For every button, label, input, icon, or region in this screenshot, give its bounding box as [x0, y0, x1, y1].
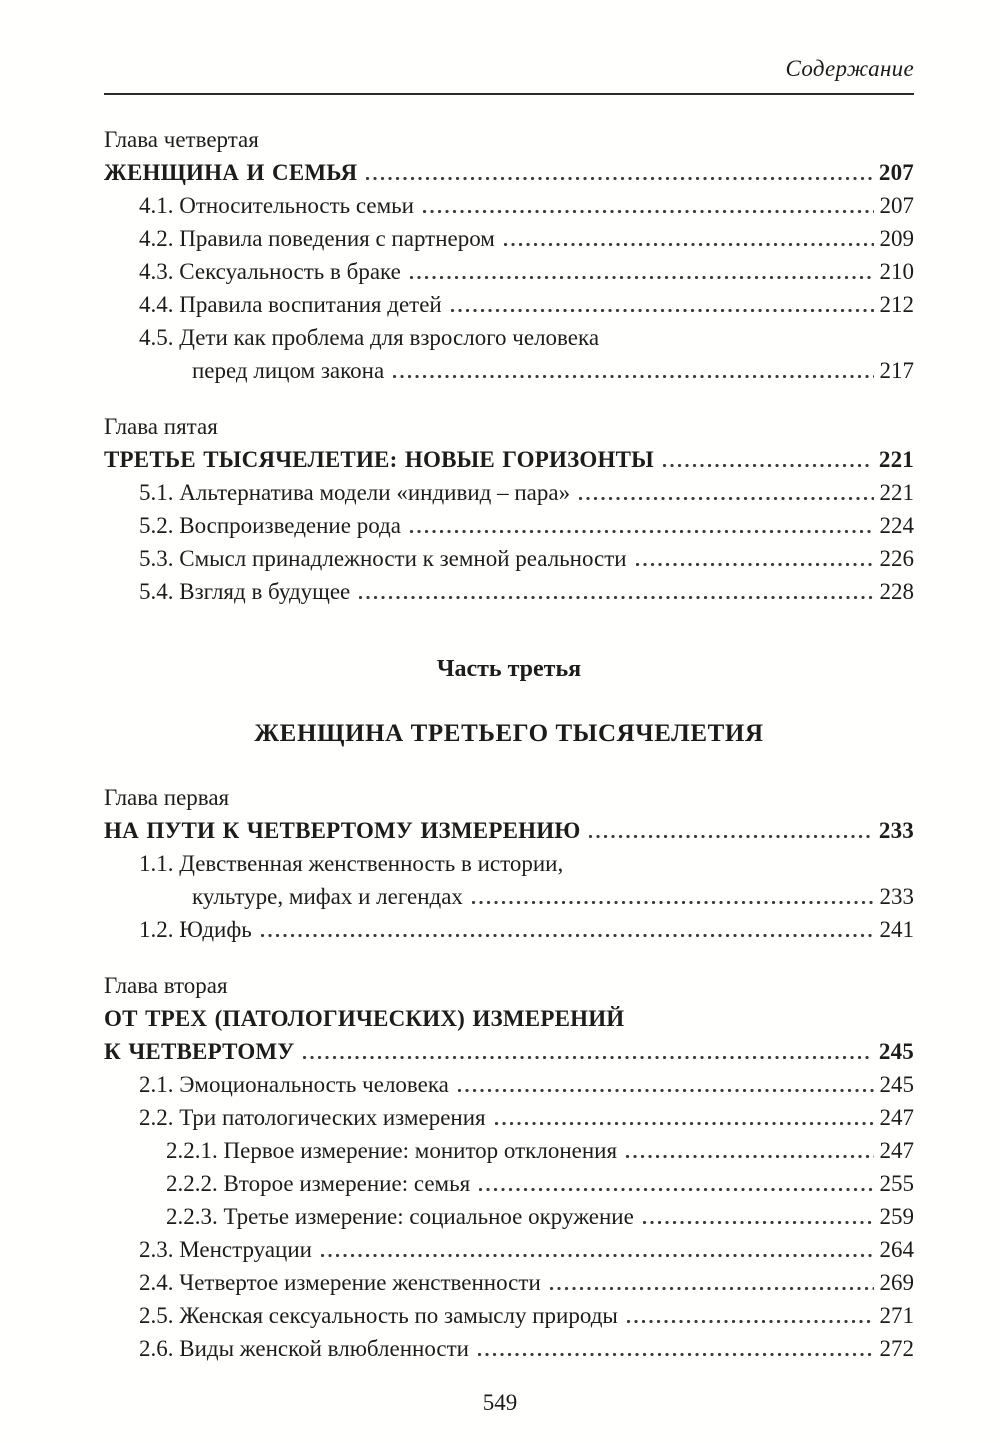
dot-leader: [661, 443, 875, 476]
dot-leader: [502, 222, 876, 255]
dot-leader: [587, 814, 874, 847]
page-ref: 233: [879, 884, 914, 909]
page-ref: 233: [878, 818, 914, 843]
page-ref: 245: [878, 1039, 914, 1064]
toc-entry-text: 5.3. Смысл принадлежности к земной реальности: [139, 546, 627, 571]
chapter-section: [104, 781, 914, 946]
page-ref: 224: [879, 513, 914, 538]
chapter-title-text: ТРЕТЬЕ ТЫСЯЧЕЛЕТИЕ: НОВЫЕ ГОРИЗОНТЫ: [104, 447, 654, 472]
toc-entry: [104, 222, 914, 255]
chapter-title: [104, 1002, 914, 1035]
toc-entry-text: 2.2.1. Первое измерение: монитор отклонения: [166, 1138, 618, 1163]
dot-leader: [476, 1332, 876, 1365]
chapter-title-text: ЖЕНЩИНА И СЕМЬЯ: [104, 160, 358, 185]
toc-entry-text: 2.2.2. Второе измерение: семья: [166, 1171, 471, 1196]
toc-entry: [104, 321, 914, 354]
toc-header-title: Содержание: [785, 56, 914, 81]
dot-leader: [548, 1266, 876, 1299]
toc-entry-text: 4.3. Сексуальность в браке: [139, 259, 401, 284]
page-ref: 241: [879, 917, 914, 942]
chapter-label: Глава первая: [104, 785, 230, 810]
toc-entry-text: 5.1. Альтернатива модели «индивид – пара»: [139, 480, 571, 505]
toc-entry-text: 4.1. Относительность семьи: [139, 193, 414, 218]
chapter-section: [104, 410, 914, 608]
chapter-title: [104, 156, 914, 189]
toc-entry-text: 4.4. Правила воспитания детей: [139, 292, 442, 317]
toc-entry: [104, 476, 914, 509]
page-ref: 272: [879, 1336, 914, 1361]
page-ref: 247: [879, 1105, 914, 1130]
toc-entry: [104, 1101, 914, 1134]
page-ref: 255: [879, 1171, 914, 1196]
toc-entry: [104, 1266, 914, 1299]
page-ref: 228: [879, 579, 914, 604]
page-ref: 245: [879, 1072, 914, 1097]
dot-leader: [624, 1134, 875, 1167]
toc-entry-text: 2.1. Эмоциональность человека: [139, 1072, 449, 1097]
dot-leader: [493, 1101, 876, 1134]
toc-entry: [104, 1233, 914, 1266]
dot-leader: [625, 1299, 876, 1332]
dot-leader: [456, 1068, 876, 1101]
chapter-title-text: К ЧЕТВЕРТОМУ: [104, 1039, 295, 1064]
toc-entry: [104, 542, 914, 575]
toc-entry: [104, 509, 914, 542]
part-heading: [104, 653, 914, 750]
toc-entry-text: 2.6. Виды женской влюбленности: [139, 1336, 469, 1361]
toc-entry-text: культуре, мифах и легендах: [192, 884, 463, 909]
dot-leader: [357, 575, 875, 608]
toc-entry: [104, 1200, 914, 1233]
page-ref: 259: [879, 1204, 914, 1229]
dot-leader: [408, 255, 876, 288]
dot-leader: [364, 156, 875, 189]
toc-entry-text: 2.3. Менструации: [139, 1237, 312, 1262]
toc-entry: [104, 1068, 914, 1101]
part-title: ЖЕНЩИНА ТРЕТЬЕГО ТЫСЯЧЕЛЕТИЯ: [254, 720, 764, 747]
page-ref: 207: [879, 193, 914, 218]
dot-leader: [391, 354, 875, 387]
toc-entry: [104, 1299, 914, 1332]
toc-entry: [104, 288, 914, 321]
toc-entry-text: 2.5. Женская сексуальность по замыслу природы: [139, 1303, 618, 1328]
toc-entry-text: 5.2. Воспроизведение рода: [139, 513, 401, 538]
dot-leader: [301, 1035, 874, 1068]
dot-leader: [319, 1233, 876, 1266]
toc-entry: [104, 847, 914, 880]
dot-leader: [449, 288, 876, 321]
toc-entry-text: 5.4. Взгляд в будущее: [139, 579, 351, 604]
toc-entry: [104, 575, 914, 608]
chapter-section: [104, 123, 914, 387]
toc: [104, 123, 914, 1365]
dot-leader: [408, 509, 876, 542]
chapter-label: Глава четвертая: [104, 127, 259, 152]
page-ref: 207: [878, 160, 914, 185]
dot-leader: [259, 913, 876, 946]
chapter-title: [104, 1035, 914, 1068]
toc-entry-text: 2.4. Четвертое измерение женственности: [139, 1270, 541, 1295]
toc-entry: [104, 880, 914, 913]
page-ref: 269: [879, 1270, 914, 1295]
chapter-title-text: ОТ ТРЕХ (ПАТОЛОГИЧЕСКИХ) ИЗМЕРЕНИЙ: [104, 1006, 625, 1031]
page-ref: 212: [879, 292, 914, 317]
page-ref: 264: [879, 1237, 914, 1262]
chapter-label: Глава вторая: [104, 973, 228, 998]
dot-leader: [641, 1200, 876, 1233]
toc-entry-text: 4.5. Дети как проблема для взрослого человека: [139, 325, 600, 350]
chapter-title: [104, 814, 914, 847]
page-ref: 210: [879, 259, 914, 284]
page-ref: 221: [879, 480, 914, 505]
toc-entry: [104, 1134, 914, 1167]
dot-leader: [634, 542, 876, 575]
header-rule: [104, 93, 914, 95]
chapter-label: Глава пятая: [104, 414, 218, 439]
toc-entry: [104, 189, 914, 222]
page-ref: 271: [879, 1303, 914, 1328]
dot-leader: [421, 189, 876, 222]
toc-entry: [104, 1167, 914, 1200]
part-label: Часть третья: [436, 656, 582, 682]
toc-entry: [104, 255, 914, 288]
chapter-title: [104, 443, 914, 476]
dot-leader: [577, 476, 875, 509]
dot-leader: [470, 880, 876, 913]
dot-leader: [477, 1167, 875, 1200]
toc-entry: [104, 354, 914, 387]
page-ref: 209: [879, 226, 914, 251]
toc-entry: [104, 913, 914, 946]
page-ref: 221: [878, 447, 914, 472]
toc-entry-text: 2.2.3. Третье измерение: социальное окружение: [166, 1204, 634, 1229]
toc-entry-text: 1.1. Девственная женственность в истории,: [139, 851, 564, 876]
page-ref: 217: [879, 358, 914, 383]
page-ref: 247: [879, 1138, 914, 1163]
toc-entry-text: 2.2. Три патологических измерения: [139, 1105, 486, 1130]
toc-entry-text: перед лицом закона: [192, 358, 385, 383]
page-ref: 226: [879, 546, 914, 571]
toc-entry-text: 1.2. Юдифь: [139, 917, 252, 942]
chapter-section: [104, 969, 914, 1365]
page-number: 549: [482, 1390, 518, 1415]
chapter-title-text: НА ПУТИ К ЧЕТВЕРТОМУ ИЗМЕРЕНИЮ: [104, 818, 581, 843]
toc-entry-text: 4.2. Правила поведения с партнером: [139, 226, 495, 251]
toc-entry: [104, 1332, 914, 1365]
